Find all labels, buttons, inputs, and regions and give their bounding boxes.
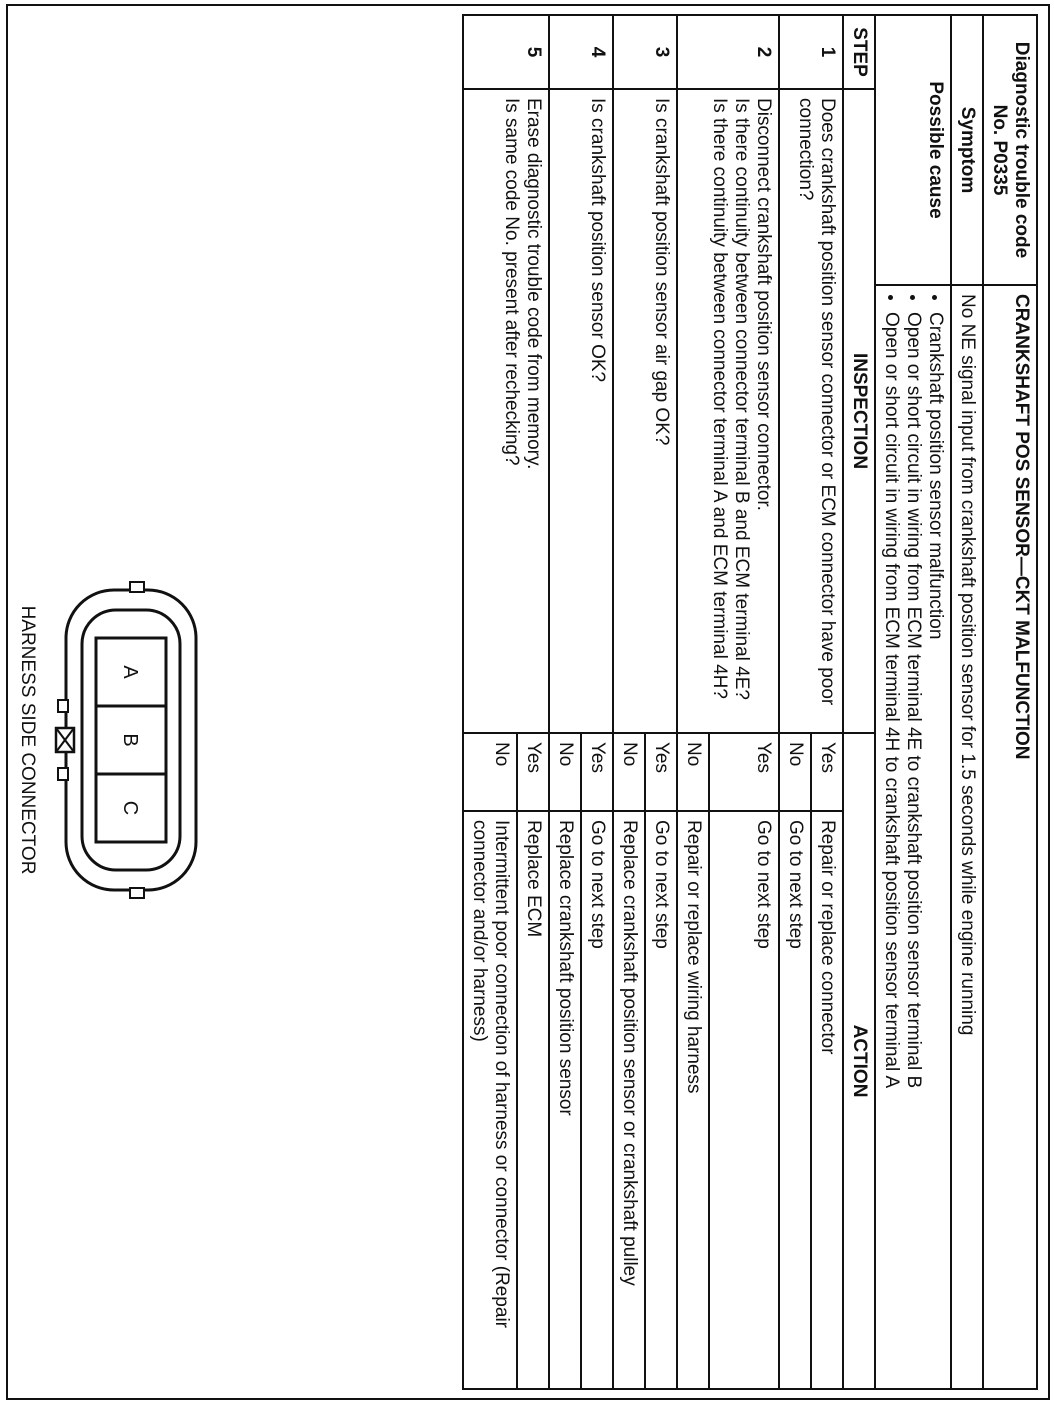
no-label: No	[677, 733, 709, 811]
symptom-row	[951, 15, 983, 1389]
inspection-line: Erase diagnostic trouble code from memory.	[523, 98, 544, 470]
step-number: 3	[613, 15, 677, 89]
cause-item: • Open or short circuit in wiring from ECM terminal 4H to crankshaft position sensor terminal A	[880, 312, 902, 1380]
column-header-row	[843, 15, 875, 1389]
step-number: 4	[549, 15, 613, 89]
no-action: Replace crankshaft position sensor or crankshaft pulley	[613, 811, 645, 1389]
cause-list-cell	[875, 285, 951, 1389]
pin-label-b: B	[119, 733, 141, 747]
action-column-header: ACTION	[843, 733, 875, 1389]
step-inspection: Is crankshaft position sensor OK?	[549, 89, 613, 733]
inspection-line: Is there continuity between connector terminal B and ECM terminal 4E?	[731, 98, 752, 700]
table-row	[811, 15, 843, 1389]
cause-row	[875, 15, 951, 1389]
step-number: 2	[677, 15, 779, 89]
step-inspection: Does crankshaft position sensor connector or ECM connector have poor connection?	[779, 89, 843, 733]
inspection-line: Is same code No. present after rechecking?	[501, 98, 522, 466]
yes-label: Yes	[645, 733, 677, 811]
no-label: No	[463, 733, 517, 811]
harness-connector-diagram	[52, 580, 202, 900]
step-number: 5	[463, 15, 549, 89]
dtc-label: Diagnostic trouble code No. P0335	[983, 15, 1037, 285]
step-column-header: STEP	[843, 15, 875, 89]
table-row	[581, 15, 613, 1389]
yes-label: Yes	[709, 733, 779, 811]
yes-action: Go to next step	[709, 811, 779, 1389]
step-number: 1	[779, 15, 843, 89]
dtc-title: CRANKSHAFT POS SENSOR—CKT MALFUNCTION	[983, 285, 1037, 1389]
yes-action: Repair or replace connector	[811, 811, 843, 1389]
no-action: Replace crankshaft position sensor	[549, 811, 581, 1389]
inspection-line: Is there continuity between connector terminal A and ECM terminal 4H?	[709, 98, 730, 699]
symptom-label: Symptom	[951, 15, 983, 285]
dtc-row	[983, 15, 1037, 1389]
yes-action: Go to next step	[581, 811, 613, 1389]
step-inspection	[677, 89, 779, 733]
no-label: No	[779, 733, 811, 811]
yes-label: Yes	[811, 733, 843, 811]
step-inspection: Is crankshaft position sensor air gap OK?	[613, 89, 677, 733]
yes-label: Yes	[581, 733, 613, 811]
cause-item: • Open or short circuit in wiring from ECM terminal 4E to crankshaft position sensor terminal B	[902, 312, 924, 1380]
diagnostic-table	[462, 14, 1038, 1390]
connector-side-tab	[130, 582, 144, 592]
no-action: Repair or replace wiring harness	[677, 811, 709, 1389]
symptom-text: No NE signal input from crankshaft position sensor for 1.5 seconds while engine running	[951, 285, 983, 1389]
yes-label: Yes	[517, 733, 549, 811]
connector-tab	[58, 768, 68, 780]
table-row	[517, 15, 549, 1389]
cause-label: Possible cause	[875, 15, 951, 285]
inspection-line: Disconnect crankshaft position sensor connector.	[753, 98, 774, 511]
yes-action: Go to next step	[645, 811, 677, 1389]
connector-tab	[58, 700, 68, 712]
no-action: Intermittent poor connection of harness or connector (Repair connector and/or harness)	[463, 811, 517, 1389]
cause-list	[880, 294, 946, 1380]
table-row	[645, 15, 677, 1389]
pin-label-c: C	[119, 800, 141, 816]
connector-caption: HARNESS SIDE CONNECTOR	[17, 605, 38, 875]
step-inspection	[463, 89, 549, 733]
no-label: No	[549, 733, 581, 811]
connector-side-tab	[130, 888, 144, 898]
pin-label-a: A	[119, 665, 141, 679]
no-label: No	[613, 733, 645, 811]
cause-item: • Crankshaft position sensor malfunction	[924, 312, 946, 1380]
inspection-column-header: INSPECTION	[843, 89, 875, 733]
table-row	[709, 15, 779, 1389]
no-action: Go to next step	[779, 811, 811, 1389]
yes-action: Replace ECM	[517, 811, 549, 1389]
